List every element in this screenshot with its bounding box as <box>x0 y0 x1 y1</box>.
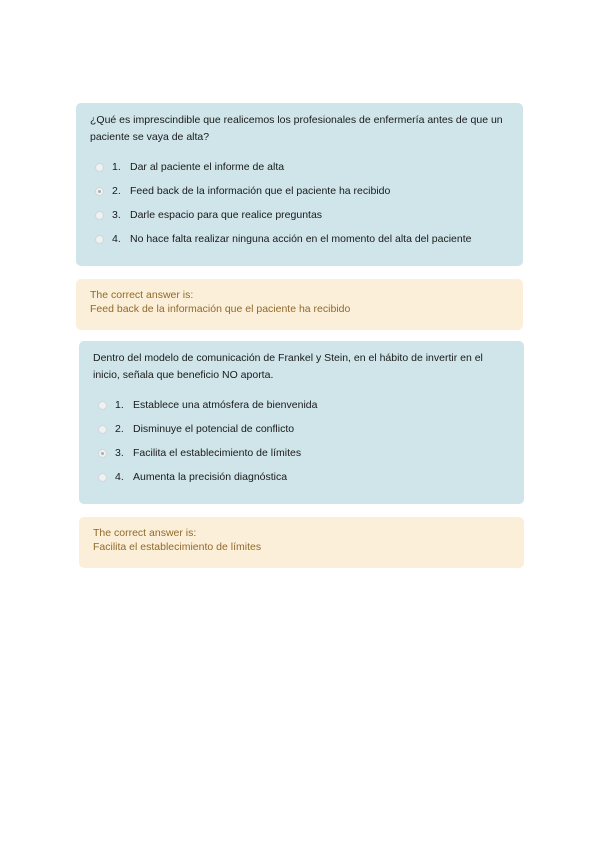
answer-text: Feed back de la información que el paciente ha recibido <box>90 303 351 315</box>
options-list <box>93 393 510 489</box>
option-item[interactable] <box>95 179 509 203</box>
correct-answer-box <box>76 279 523 330</box>
answer-heading: The correct answer is: <box>93 527 197 539</box>
option-number: 2. <box>115 423 124 435</box>
option-number: 1. <box>115 399 124 411</box>
radio-button[interactable] <box>95 211 104 220</box>
option-item[interactable] <box>95 155 509 179</box>
radio-button[interactable] <box>95 235 104 244</box>
answer-text: Facilita el establecimiento de límites <box>93 541 262 553</box>
answer-heading: The correct answer is: <box>90 289 194 301</box>
options-list <box>90 155 509 251</box>
option-label: No hace falta realizar ninguna acción en el momento del alta del paciente <box>130 233 472 245</box>
option-label: Establece una atmósfera de bienvenida <box>133 399 318 411</box>
option-label: Facilita el establecimiento de límites <box>133 447 302 459</box>
radio-button[interactable] <box>98 401 107 410</box>
radio-button[interactable] <box>98 425 107 434</box>
question-text: ¿Qué es imprescindible que realicemos los profesionales de enfermería antes de que un paciente se vaya de alta? <box>90 114 503 143</box>
option-item[interactable] <box>98 441 510 465</box>
question-card <box>79 341 524 504</box>
radio-button-selected[interactable] <box>98 449 107 458</box>
option-number: 3. <box>115 447 124 459</box>
option-number: 2. <box>112 185 121 197</box>
option-label: Disminuye el potencial de conflicto <box>133 423 295 435</box>
option-label: Darle espacio para que realice preguntas <box>130 209 323 221</box>
correct-answer-box <box>79 517 524 568</box>
option-item[interactable] <box>98 393 510 417</box>
option-item[interactable] <box>95 203 509 227</box>
option-number: 4. <box>115 471 124 483</box>
option-number: 3. <box>112 209 121 221</box>
option-item[interactable] <box>98 465 510 489</box>
radio-button[interactable] <box>98 473 107 482</box>
option-label: Feed back de la información que el paciente ha recibido <box>130 185 391 197</box>
option-number: 4. <box>112 233 121 245</box>
radio-button[interactable] <box>95 163 104 172</box>
option-number: 1. <box>112 161 121 173</box>
option-label: Dar al paciente el informe de alta <box>130 161 285 173</box>
radio-button-selected[interactable] <box>95 187 104 196</box>
question-text: Dentro del modelo de comunicación de Frankel y Stein, en el hábito de invertir en el inicio, señala que beneficio NO aporta. <box>93 352 483 381</box>
option-item[interactable] <box>98 417 510 441</box>
question-card <box>76 103 523 266</box>
option-item[interactable] <box>95 227 509 251</box>
option-label: Aumenta la precisión diagnóstica <box>133 471 288 483</box>
